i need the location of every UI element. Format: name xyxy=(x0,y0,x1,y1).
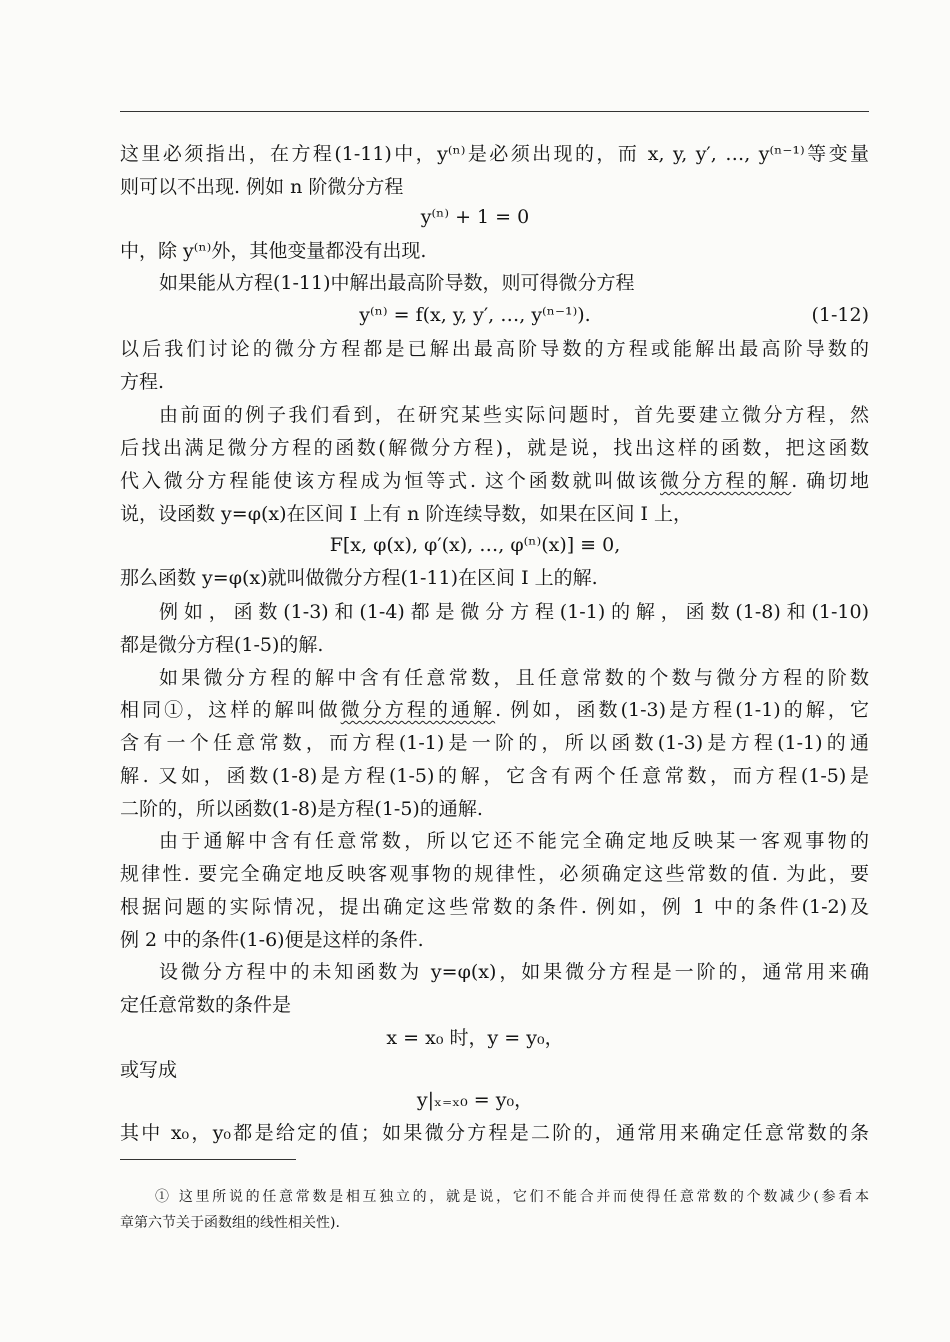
text-line: 例如，函数(1-3)和(1-4)都是微分方程(1-1)的解，函数(1-8)和(1-10) xyxy=(159,601,869,623)
text-line: 含有一个任意常数，而方程(1-1)是一阶的，所以函数(1-3)是方程(1-1)的通 xyxy=(120,732,869,754)
footnote-rule xyxy=(120,1159,296,1160)
text-line: 其中 x₀，y₀都是给定的值；如果微分方程是二阶的，通常用来确定任意常数的条 xyxy=(120,1122,869,1144)
text-line: 方程. xyxy=(120,371,165,393)
text-line: 以后我们讨论的微分方程都是已解出最高阶导数的方程或能解出最高阶导数的 xyxy=(120,338,869,360)
equation: y|ₓ₌ₓ₀ = y₀， xyxy=(416,1089,534,1111)
header-rule xyxy=(120,111,869,112)
footnote-text: ① 这里所说的任意常数是相互独立的，就是说，它们不能合并而使得任意常数的个数减少(参看本 xyxy=(155,1189,869,1205)
emphasized-term: 微分方程的通解 xyxy=(340,699,496,721)
text-line: 都是微分方程(1-5)的解. xyxy=(120,634,324,656)
equation: x = x₀ 时，y = y₀， xyxy=(386,1027,564,1049)
text-line: 定任意常数的条件是 xyxy=(120,994,292,1016)
text-span: 相同①，这样的解叫做 xyxy=(120,699,341,721)
footnote-text: 章第六节关于函数组的线性相关性). xyxy=(120,1215,340,1231)
text-line: 例 2 中的条件(1-6)便是这样的条件. xyxy=(120,929,424,951)
text-line: 这里必须指出，在方程(1-11)中，y⁽ⁿ⁾是必须出现的，而 x, y, y′, …, y⁽ⁿ⁻¹⁾等变量 xyxy=(120,143,869,165)
text-line: 二阶的，所以函数(1-8)是方程(1-5)的通解. xyxy=(120,798,483,820)
text-line xyxy=(120,469,869,493)
equation: y⁽ⁿ⁾ = f(x, y, y′, …, y⁽ⁿ⁻¹⁾). xyxy=(359,304,591,326)
text-line: 中，除 y⁽ⁿ⁾外，其他变量都没有出现. xyxy=(120,240,427,262)
text-line: 解. 又如，函数(1-8)是方程(1-5)的解，它含有两个任意常数，而方程(1-5)是 xyxy=(120,765,869,787)
text-line: 如果微分方程的解中含有任意常数，且任意常数的个数与微分方程的阶数 xyxy=(159,667,869,689)
text-line: 由前面的例子我们看到，在研究某些实际问题时，首先要建立微分方程，然 xyxy=(159,404,869,426)
text-line: 说，设函数 y=φ(x)在区间 I 上有 n 阶连续导数，如果在区间 I 上， xyxy=(120,503,693,525)
text-span: . 例如，函数(1-3)是方程(1-1)的解，它 xyxy=(495,699,869,721)
text-line: 由于通解中含有任意常数，所以它还不能完全确定地反映某一客观事物的 xyxy=(159,830,869,852)
text-span: . 确切地 xyxy=(791,470,869,492)
equation-number: (1-12) xyxy=(811,304,869,326)
text-line: 后找出满足微分方程的函数(解微分方程)，就是说，找出这样的函数，把这函数 xyxy=(120,437,869,459)
emphasized-term: 微分方程的解 xyxy=(660,470,792,492)
equation: y⁽ⁿ⁾ + 1 = 0 xyxy=(420,206,530,228)
text-line: 那么函数 y=φ(x)就叫做微分方程(1-11)在区间 I 上的解. xyxy=(120,567,598,589)
text-span: 代入微分方程能使该方程成为恒等式. 这个函数就叫做该 xyxy=(120,470,660,492)
text-line: 设微分方程中的未知函数为 y=φ(x)，如果微分方程是一阶的，通常用来确 xyxy=(159,961,869,983)
equation: F[x, φ(x), φ′(x), …, φ⁽ⁿ⁾(x)] ≡ 0, xyxy=(329,534,621,556)
text-line: 如果能从方程(1-11)中解出最高阶导数，则可得微分方程 xyxy=(159,272,635,294)
text-line: 规律性. 要完全确定地反映客观事物的规律性，必须确定这些常数的值. 为此，要 xyxy=(120,863,869,885)
text-line xyxy=(120,698,869,722)
text-line: 根据问题的实际情况，提出确定这些常数的条件. 例如，例 1 中的条件(1-2)及 xyxy=(120,896,869,918)
text-line: 则可以不出现. 例如 n 阶微分方程 xyxy=(120,176,404,198)
text-line: 或写成 xyxy=(120,1059,178,1081)
